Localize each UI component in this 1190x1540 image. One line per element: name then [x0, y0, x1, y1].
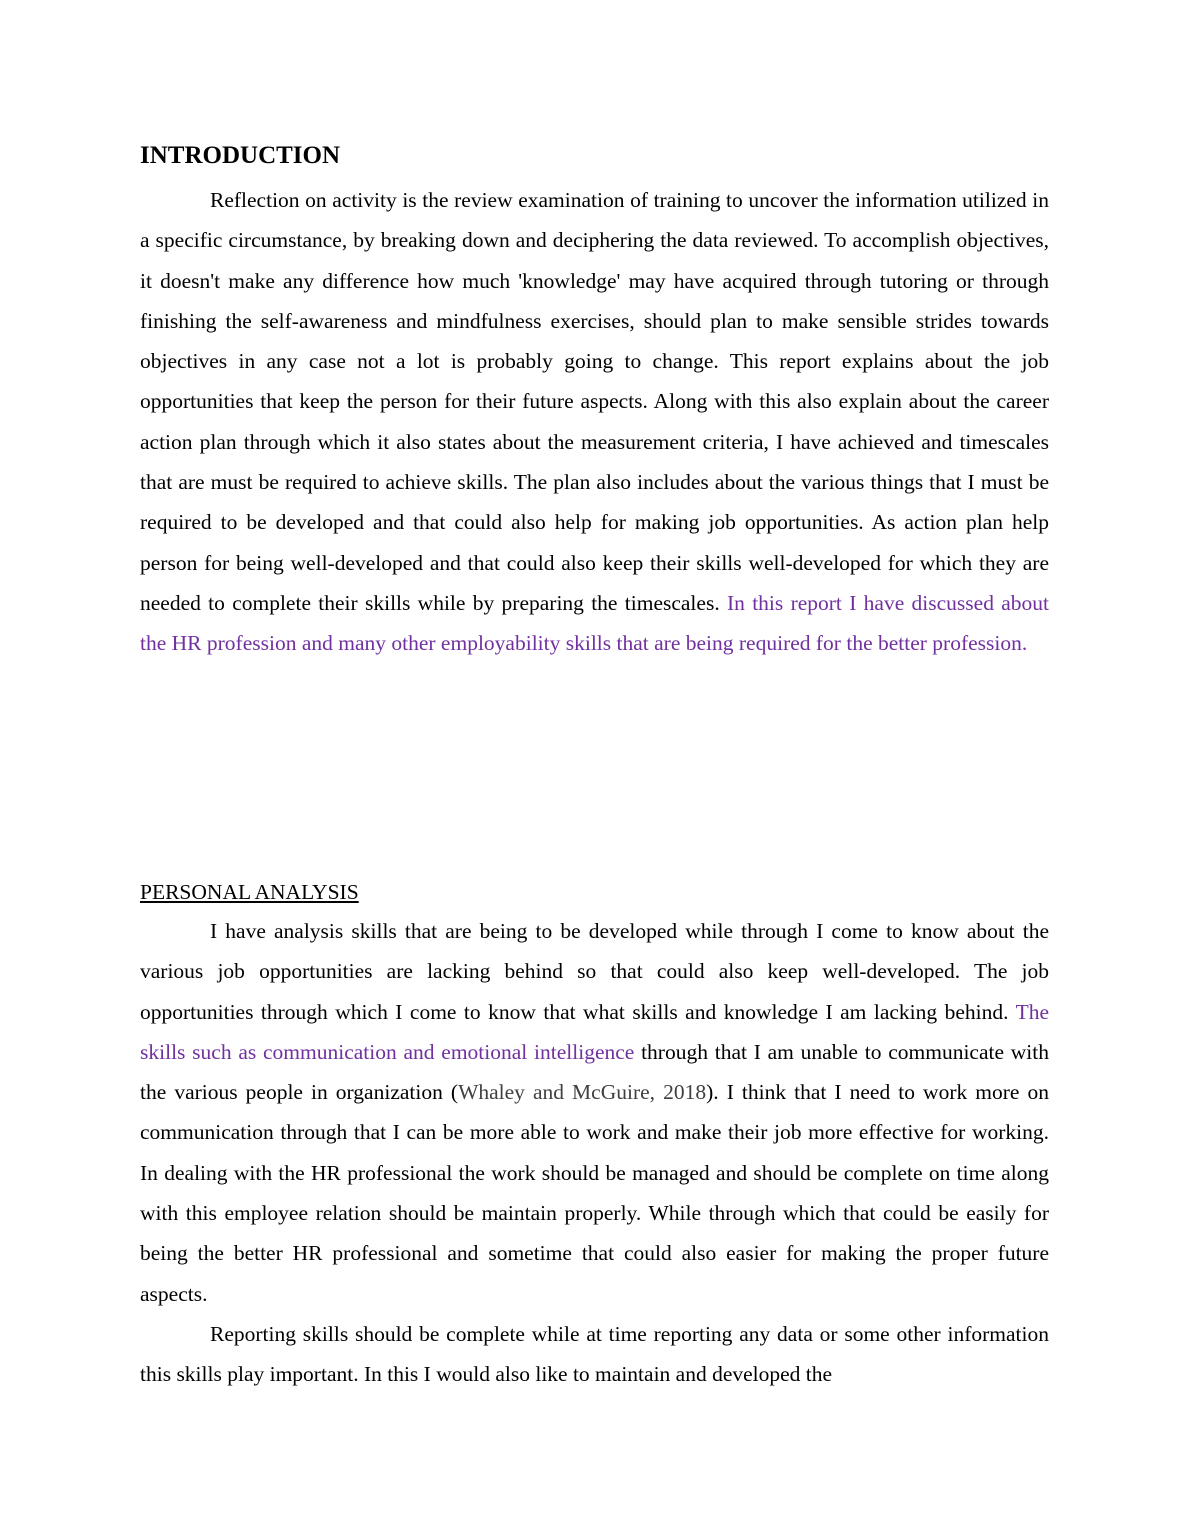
introduction-heading: INTRODUCTION [140, 142, 341, 169]
citation-year: , 2018 [649, 1080, 707, 1105]
personal-analysis-paragraph-2: Reporting skills should be complete while at time reporting any data or some other information this skills play important. In this I would also like to maintain and developed the [140, 1322, 1049, 1387]
introduction-paragraph [140, 180, 1049, 664]
citation-authors: Whaley and McGuire [458, 1080, 650, 1105]
personal-analysis-paragraph-1 [140, 911, 1049, 1314]
introduction-highlight: In this report I have discussed about the HR profession and many other employability skills that are being required for the better profession. [140, 590, 1049, 656]
introduction-text: Reflection on activity is the review examination of training to uncover the information utilized in a specific circumstance, by breaking down and deciphering the data reviewed. To accomplish objectives, it doesn't make any difference how much 'knowledge' may have acquired through tutoring or through finishing the self-awareness and mindfulness exercises, should plan to make sensible strides towards objectives in any case not a lot is probably going to change. This report explains about the job opportunities that keep the person for their future aspects. Along with this also explain about the career action plan through which it also states about the measurement criteria, I have achieved and timescales that are must be required to achieve skills. The plan also includes about the various things that I must be required to be developed and that could also help for making job opportunities. As action plan help person for being well-developed and that could also keep their skills well-developed for which they are needed to complete their skills while by preparing the timescales. [140, 188, 1049, 615]
personal-text-3: ). I think that I need to work more on communication through that I can be more able to work and make their job more effective for working. In dealing with the HR professional the work should be managed and should be complete on time along with this employee relation should be maintain properly. While through which that could be easily for being the better HR professional and sometime that could also easier for making the proper future aspects. [140, 1080, 1050, 1306]
personal-text-1: I have analysis skills that are being to be developed while through I come to know about the various job opportunities are lacking behind so that could also keep well-developed. The job opportunities through which I come to know that what skills and knowledge I am lacking behind. [140, 919, 1049, 1024]
personal-text-2: through that I am unable to communicate with the various people in organization ( [140, 1039, 1050, 1105]
personal-highlight: The skills such as communication and emotional intelligence [140, 999, 1049, 1064]
personal-analysis-heading: PERSONAL ANALYSIS [140, 880, 359, 904]
